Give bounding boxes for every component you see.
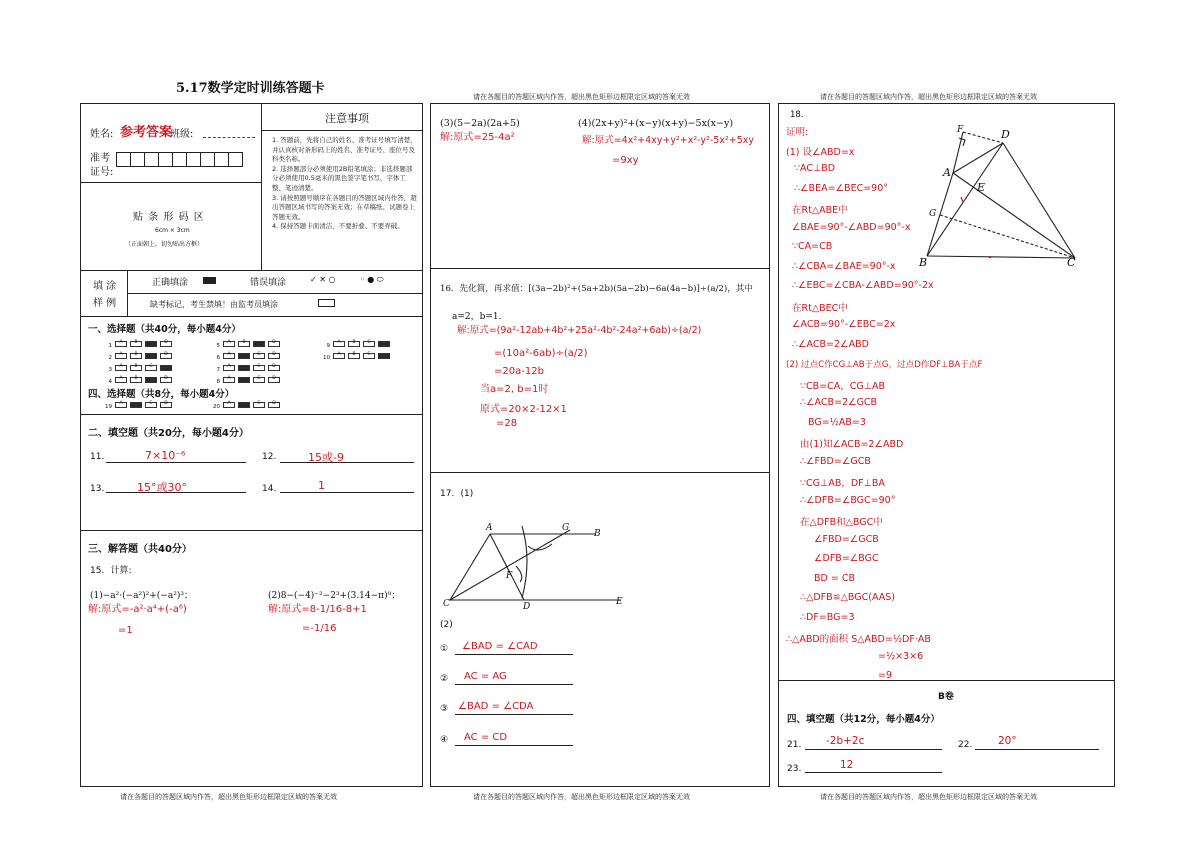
mc-bubble-d[interactable]: D [268,341,280,347]
q16-sol-6: =28 [496,418,518,429]
mc-bubble-c[interactable] [253,341,265,347]
section1-title: 一、选择题（共40分，每小题4分） [88,324,241,335]
mc-bubble-b[interactable]: B [238,341,250,347]
proof-line: ∠BAE=90°-∠ABD=90°-x [792,221,911,233]
q16-condition: a=2，b=1． [452,312,508,322]
mc-bubble-a[interactable]: A [333,341,345,347]
q17-ans-3: ∠BAD = ∠CDA [458,701,534,712]
mc-question-4 [102,376,175,384]
notice-item: 1. 答题前，先将自己的姓名、准考证号填写清楚，并认真核对条形码上的姓名、准考证号、座位号及科类名称。 [272,136,417,164]
mc-question-1 [102,340,175,348]
mc-bubble-c[interactable] [145,377,157,383]
proof-line: BD = CB [814,572,855,584]
id-label-1: 准考 [90,153,110,164]
q16-sol-5: 原式=20×2-12×1 [480,404,567,415]
proof-line: ∵CB=CA，CG⊥AB [800,380,886,392]
sheet-title: 5.17数学定时训练答题卡 [176,81,325,96]
correct-fill-label: 正确填涂 [152,278,189,288]
q17-label-e: E [616,597,623,607]
q18-label: 18. [790,110,804,120]
q12-answer: 15或-9 [308,451,344,464]
section2-title: 二、填空题（共20分，每小题4分） [88,428,249,439]
mc-bubble-d[interactable] [378,353,390,359]
proof-line: ∠DFB=∠BGC [814,553,879,564]
notice-divider [262,130,423,131]
mc-bubble-c[interactable]: C [363,353,375,359]
mc-bubble-a[interactable]: A [115,365,127,371]
q11-num: 11. [90,452,105,462]
section3-title: 三、解答题（共40分） [88,544,192,555]
mc-bubble-d[interactable]: D [268,402,280,408]
mc-number: 7 [216,367,220,373]
proof-line: =9 [878,670,893,681]
q11-blank[interactable] [106,462,246,463]
mc-bubble-b[interactable]: B [130,341,142,347]
q16-sol-3: =20a-12b [494,366,544,377]
mc-bubble-a[interactable]: A [223,377,235,383]
q18-label-a: A [943,166,951,179]
q23-blank[interactable] [805,772,942,773]
mc-bubble-c[interactable]: C [145,365,157,371]
q18-label-f: F [957,125,964,135]
exam-id-boxes[interactable] [116,152,242,167]
mc-bubble-b[interactable]: B [130,353,142,359]
q16-sol-4: 当a=2, b=1时 [480,384,549,395]
mc-bubble-c[interactable]: C [363,341,375,347]
mc-bubble-b[interactable] [238,353,250,359]
proof-line: ∠FBD=∠GCB [814,533,879,545]
q15-2-sol-1: 解:原式=8-1/16-8+1 [268,604,367,615]
q17-ans-3-mark: ③ [440,704,449,714]
mc-bubble-a[interactable]: A [115,402,127,408]
warning-bottom-3: 请在各题目的答题区域内作答，超出黑色矩形边框限定区域的答案无效 [820,793,1037,801]
q15-2-sol-2: =-1/16 [302,623,337,634]
wrong-fill-label: 错误填涂 [250,278,287,288]
q18-label-g: G [929,209,937,219]
q3-text: (3)(5−2a)(2a+5) [440,118,520,129]
q17-ans-1: ∠BAD = ∠CAD [462,641,538,652]
mc-number: 6 [216,355,220,361]
mc-number: 2 [108,355,112,361]
q22-blank[interactable] [975,749,1099,750]
proof-line: 在Rt△ABE中 [792,205,848,216]
proof-line: ∵CG⊥AB，DF⊥BA [800,478,885,489]
wrong-fill-marks-2: ◦ ● ⬭ [360,275,384,284]
barcode-title: 贴 条 形 码 区 [133,212,205,223]
proof-line: 在△DFB和△BGC中 [800,517,883,528]
q17-ans-2-mark: ② [440,674,449,684]
mc-bubble-a[interactable]: A [223,341,235,347]
q11-answer: 7×10⁻⁶ [145,449,186,462]
proof-line: ∴∠DFB=∠BGC=90° [800,494,896,506]
mc-question-8 [210,376,283,384]
mc-question-9 [320,340,393,348]
notice-list [272,136,417,232]
q17-blank-4[interactable] [455,745,573,746]
mc-question-6 [210,352,283,360]
q15-1-sol-2: =1 [118,625,133,636]
mc-bubble-d[interactable]: D [160,341,172,347]
proof-line: ∴△ABD的面积 S△ABD=½DF·AB [786,634,931,645]
mc-number: 20 [213,404,220,410]
notice-item: 2. 选择题部分必须使用2B铅笔填涂；非选择题部分必须使用0.5毫米的黑色签字笔书写，字体工整、笔迹清楚。 [272,164,413,192]
mc-question-10 [320,352,393,360]
mc-bubble-d[interactable]: D [268,365,280,371]
correct-fill-sample [203,277,216,284]
proof-line: (1) 设∠ABD=x [786,146,855,158]
mc-bubble-a[interactable]: A [223,353,235,359]
name-value: 参考答案 [120,125,173,140]
fill-label-1: 填 涂 [93,281,117,292]
q15-2: (2)8−(−4)⁻²−2³+(3.14−π)⁰； [268,591,401,601]
warning-top-2: 请在各题目的答题区域内作答，超出黑色矩形边框限定区域的答案无效 [473,93,690,101]
mc-bubble-c[interactable]: C [145,402,157,408]
q17-label-d: D [523,602,531,612]
q23-num: 23. [787,764,802,774]
q17-ans-4-mark: ④ [440,735,449,745]
q17-ans-4: AC = CD [464,732,508,743]
q12-blank[interactable] [280,462,414,463]
q17-label-g: G [562,523,570,533]
q15-1: (1)−a²·(−a²)²+(−a²)³； [90,591,193,601]
q17-label-b: B [594,529,601,539]
proof-line: ∴∠CBA=∠BAE=90°-x [792,260,896,272]
q14-answer: 1 [318,479,325,492]
wrong-fill-marks: ✓ ✕ ○ [310,275,336,284]
mc-bubble-d[interactable]: D [160,402,172,408]
notice-item: 4. 保持答题卡面清洁，不要折叠、不要弄破。 [272,222,404,231]
mc-bubble-a[interactable]: A [223,402,235,408]
mc-number: 1 [108,343,112,349]
absent-text: 缺考标记，考生禁填！由监考员填涂 [150,300,278,309]
proof-line: 证明: [786,127,809,138]
mc-bubble-b[interactable]: B [348,353,360,359]
mc-bubble-a[interactable]: A [223,365,235,371]
mc-bubble-b[interactable] [130,402,142,408]
proof-line: ∴∠ACB=2∠GCB [800,397,878,408]
section4a-title: 四、选择题（共8分，每小题4分） [88,389,235,400]
q17-blank-2[interactable] [455,684,573,685]
warning-bottom-2: 请在各题目的答题区域内作答，超出黑色矩形边框限定区域的答案无效 [473,793,690,801]
proof-line: =½×3×6 [878,650,924,662]
q22-answer: 20° [998,735,1017,747]
class-label: 班级: [170,129,194,140]
proof-line: ∵AC⊥BD [794,163,836,174]
mc-bubble-d[interactable]: D [268,353,280,359]
q21-blank[interactable] [805,749,942,750]
proof-line: ∴△DFB≌△BGC(AAS) [800,592,895,603]
mc-bubble-c[interactable]: C [253,377,265,383]
mc-bubble-b[interactable] [238,402,250,408]
proof-line: ∠ACB=90°-∠EBC=2x [792,319,896,330]
mc-bubble-d[interactable]: D [160,377,172,383]
b-section-title: B卷 [938,692,954,702]
q3-solution: 解:原式=25-4a² [440,132,515,143]
q18-label-c: C [1067,256,1076,268]
mc-question-19 [102,401,175,409]
mc-bubble-d[interactable] [378,341,390,347]
barcode-size: 6cm × 3cm [155,227,190,234]
q12-num: 12. [262,452,277,462]
mc-bubble-c[interactable] [145,341,157,347]
q16-sol-1: 解:原式=(9a²-12ab+4b²+25a²-4b²-24a²+6ab)÷(a/2) [457,325,702,336]
q22-num: 22. [958,740,973,750]
proof-line: ∴DF=BG=3 [800,611,855,623]
barcode-hint: （正面朝上，切勿贴出方框） [125,241,204,248]
mc-bubble-a[interactable]: A [115,377,127,383]
q13-num: 13. [90,484,105,494]
warning-top-3: 请在各题目的答题区域内作答，超出黑色矩形边框限定区域的答案无效 [820,93,1037,101]
mc-bubble-d[interactable] [160,365,172,371]
mc-number: 19 [105,404,112,410]
mc-question-3 [102,364,175,372]
q23-answer: 12 [840,759,854,771]
name-label: 姓名: [90,129,114,140]
mc-bubble-b[interactable]: B [130,377,142,383]
id-label-2: 证号: [90,167,114,178]
mc-bubble-c[interactable] [145,353,157,359]
proof-line: ∵CA=CB [792,241,833,252]
q17-figure [430,510,630,620]
q17-label-f: F [506,571,513,581]
q16-sol-2: =(10a²-6ab)÷(a/2) [494,348,588,359]
q17-ans-1-mark: ① [440,644,449,654]
proof-line: ∴∠FBD=∠GCB [800,455,871,467]
mc-bubble-c[interactable]: C [253,402,265,408]
proof-line: ∴∠EBC=∠CBA-∠ABD=90°-2x [792,280,934,291]
q17-part2-label: (2) [440,620,453,630]
q18-label-d: D [1001,128,1010,141]
q17-label-c: C [443,599,450,609]
proof-line: BG=½AB=3 [808,416,866,428]
mc-bubble-b[interactable]: B [130,365,142,371]
absent-box[interactable] [318,299,335,307]
notice-item: 3. 请按照题号顺序在各题目的答题区域内作答，超出答题区域书写的答案无效；在草稿纸、试题卷上答题无效。 [272,193,417,221]
mc-number: 9 [326,343,330,349]
mc-bubble-d[interactable]: D [160,353,172,359]
q16-text: 16．先化简，再求值：[(3a−2b)²+(5a+2b)(5a−2b)−6a(4a−b)]÷(a/2)，其中 [440,284,753,294]
q18-label-b: B [919,256,928,268]
mc-number: 8 [216,379,220,385]
proof-line: 由(1)知∠ACB=2∠ABD [800,439,904,450]
proof-line: 在Rt△BEC中 [792,302,848,314]
mc-question-20 [210,401,283,409]
q4-solution-2: =9xy [612,155,639,166]
mc-question-5 [210,340,283,348]
q4-text: (4)(2x+y)²+(x−y)(x+y)−5x(x−y) [578,118,734,129]
mc-bubble-b[interactable] [238,365,250,371]
mc-bubble-a[interactable]: A [115,353,127,359]
class-field[interactable] [203,137,255,138]
mc-number: 3 [108,367,112,373]
mc-bubble-c[interactable]: C [253,353,265,359]
q15-1-sol-1: 解:原式=-a²·a⁴+(-a⁶) [88,604,187,615]
q4-solution-1: 解:原式=4x²+4xy+y²+x²-y²-5x²+5xy [582,135,755,146]
warning-bottom-1: 请在各题目的答题区域内作答，超出黑色矩形边框限定区域的答案无效 [120,793,337,801]
q18-label-e: E [977,181,986,194]
mc-number: 10 [323,355,330,361]
q13-answer: 15°或30° [137,481,187,494]
mc-bubble-b[interactable] [238,377,250,383]
fill-label-2: 样 例 [93,298,117,309]
mc-number: 4 [108,379,112,385]
proof-line: ∴∠BEA=∠BEC=90° [794,182,889,194]
q21-answer: -2b+2c [826,735,865,747]
notice-title: 注意事项 [325,112,369,125]
q14-blank[interactable] [280,492,414,493]
q17-ans-2: AC = AG [464,671,507,682]
q17-label: 17．(1) [440,489,474,499]
q17-blank-3[interactable] [455,714,573,715]
q14-num: 14. [262,484,277,494]
mc-bubble-a[interactable]: A [115,341,127,347]
mc-bubble-a[interactable]: A [333,353,345,359]
mc-bubble-c[interactable]: C [253,365,265,371]
mc-question-2 [102,352,175,360]
section4-title: 四、填空题（共12分，每小题4分） [787,714,940,725]
proof-line: (2) 过点C作CG⊥AB于点G，过点D作DF⊥BA于点F [786,360,983,370]
q17-blank-1[interactable] [455,654,573,655]
mc-bubble-d[interactable]: D [268,377,280,383]
q18-figure [915,118,1090,268]
q21-num: 21. [787,740,802,750]
proof-line: ∴∠ACB=2∠ABD [792,338,869,350]
q17-label-a: A [486,523,493,533]
mc-number: 5 [216,343,220,349]
mc-question-7 [210,364,283,372]
q15-label: 15．计算: [90,566,132,576]
mc-bubble-b[interactable]: B [348,341,360,347]
